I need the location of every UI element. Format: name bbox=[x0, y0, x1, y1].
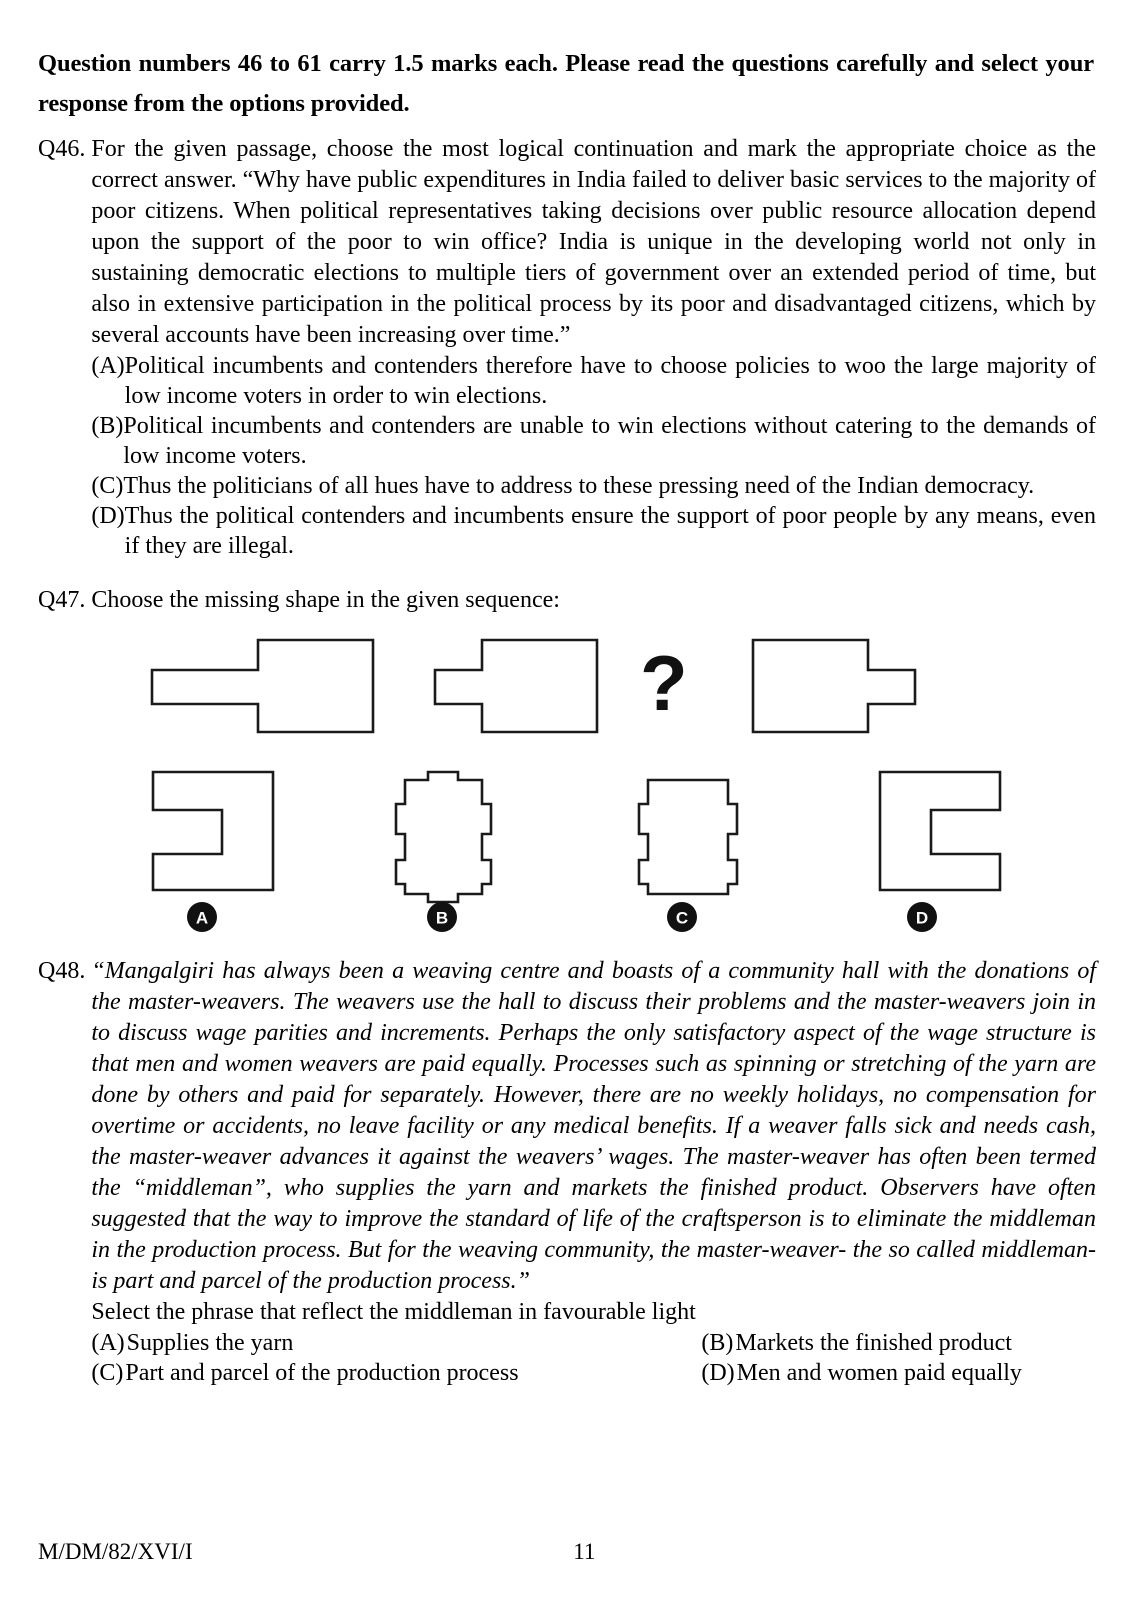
option-c-badge-label: C bbox=[675, 908, 689, 928]
option-d-shape[interactable] bbox=[880, 772, 1000, 890]
q46-option-c[interactable] bbox=[91, 471, 1096, 501]
q48-number: Q48. bbox=[38, 958, 86, 984]
q46-option-d-key: (D) bbox=[91, 503, 125, 529]
q48-passage: “Mangalgiri has always been a weaving centre and boasts of a community hall with the donations of the master-weavers. The weavers use the hall to discuss their problems and the master-weavers join in to discuss wage parities and increments. Perhaps the only satisfactory aspect of the wage structure is that men and women weavers are paid equally. Processes such as spinning or stretching of the yarn are done by others and paid for separately. However, there are no weekly holidays, no compensation for overtime or accidents, no leave facility or any medical benefits. If a weaver falls sick and needs cash, the master-weaver advances it against the weavers’ wages. The master-weaver has often been termed the “middleman”, who supplies the yarn and markets the finished product. Observers have often suggested that the way to improve the standard of life of the craftsperson is to eliminate the middleman in the production process. But for the weaving community, the master-weaver- the so called middleman- is part and parcel of the production process.” bbox=[91, 958, 1096, 1294]
option-a-badge-label: A bbox=[195, 908, 209, 928]
q48-option-c[interactable] bbox=[91, 1358, 701, 1388]
q48-options bbox=[91, 1328, 1096, 1388]
shape-long-tail-left-outline bbox=[152, 640, 373, 732]
q48-option-d-text: Men and women paid equally bbox=[736, 1360, 1022, 1386]
shape-tab-right bbox=[753, 640, 915, 732]
option-b-shape[interactable] bbox=[396, 772, 491, 902]
q47-shape-diagram bbox=[30, 632, 1090, 962]
q48-option-c-key: (C) bbox=[91, 1360, 124, 1386]
q48-option-a[interactable] bbox=[91, 1328, 701, 1358]
q46-option-a[interactable] bbox=[91, 351, 1096, 411]
q46-option-b-text: Political incumbents and contenders are unable to win elections without catering to the demands of low income voters. bbox=[123, 413, 1096, 469]
footer-page-number: 11 bbox=[573, 1539, 596, 1564]
option-d-badge-label: D bbox=[915, 908, 929, 928]
q46-number: Q46. bbox=[38, 136, 86, 162]
q46-passage: “Why have public expenditures in India failed to deliver basic services to the majority of poor citizens. When political representatives taking decisions over public resource allocation depend upon the support of the poor to win office? India is unique in the developing world not only in sustaining democratic elections to multiple tiers of government over an extended period of time, but also in extensive participation in the political process by its poor and disadvantaged citizens, which by several accounts have been increasing over time.” bbox=[91, 167, 1096, 348]
q48-option-b[interactable] bbox=[701, 1328, 1096, 1358]
q46-option-d-text: Thus the political contenders and incumbents ensure the support of poor people by any means, even if they are illegal. bbox=[124, 503, 1096, 559]
q47-stem: Choose the missing shape in the given sequence: bbox=[91, 587, 560, 613]
q47-number: Q47. bbox=[38, 587, 86, 613]
q48-option-d[interactable] bbox=[701, 1358, 1096, 1388]
q46-option-b-key: (B) bbox=[91, 413, 124, 439]
q46-option-a-text: Political incumbents and contenders therefore have to choose policies to woo the large majority of low income voters in order to win elections. bbox=[124, 353, 1096, 409]
instruction-heading: Question numbers 46 to 61 carry 1.5 marks each. Please read the questions carefully and select your response from the options provided. bbox=[38, 50, 1094, 117]
option-c-shape[interactable] bbox=[639, 780, 737, 894]
q48-option-b-key: (B) bbox=[701, 1330, 734, 1356]
q48-option-b-text: Markets the finished product bbox=[735, 1330, 1012, 1356]
option-b-badge-label: B bbox=[435, 908, 449, 928]
q47-figure bbox=[30, 632, 1096, 962]
q46-option-c-text: Thus the politicians of all hues have to address to these pressing need of the Indian democracy. bbox=[123, 473, 1035, 499]
question-q48 bbox=[38, 956, 1096, 1388]
q46-option-b[interactable] bbox=[91, 411, 1096, 471]
question-q47 bbox=[38, 585, 1096, 616]
question-q46 bbox=[38, 134, 1096, 561]
q46-option-a-key: (A) bbox=[91, 353, 125, 379]
shape-short-tail-left bbox=[435, 640, 597, 732]
q46-stem: For the given passage, choose the most logical continuation and mark the appropriate choice as the correct answer. bbox=[91, 136, 1096, 193]
footer-paper-code: M/DM/82/XVI/I bbox=[38, 1539, 193, 1564]
q46-stem-and-passage bbox=[91, 134, 1096, 351]
page-footer bbox=[38, 1538, 1096, 1566]
q48-option-a-key: (A) bbox=[91, 1330, 125, 1356]
q48-prompt: Select the phrase that reflect the middleman in favourable light bbox=[91, 1299, 696, 1325]
missing-shape-question-mark: ? bbox=[640, 639, 688, 727]
q46-option-c-key: (C) bbox=[91, 473, 124, 499]
q48-option-a-text: Supplies the yarn bbox=[126, 1330, 294, 1356]
q46-option-d[interactable] bbox=[91, 501, 1096, 561]
option-a-shape[interactable] bbox=[153, 772, 273, 890]
q46-options bbox=[91, 351, 1096, 561]
q48-option-c-text: Part and parcel of the production process bbox=[125, 1360, 519, 1386]
q48-option-d-key: (D) bbox=[701, 1360, 735, 1386]
